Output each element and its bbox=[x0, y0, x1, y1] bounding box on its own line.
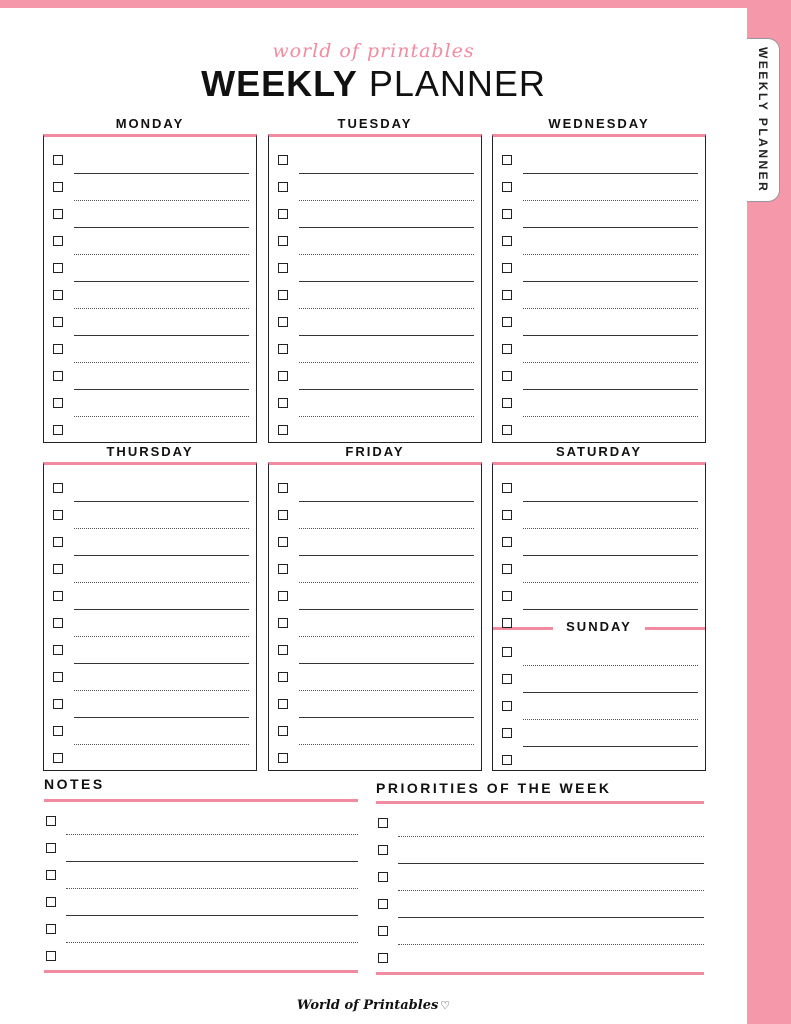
checkbox[interactable] bbox=[46, 870, 56, 880]
page-title-rest: PLANNER bbox=[368, 63, 546, 104]
checkbox[interactable] bbox=[502, 537, 512, 547]
checklist-row bbox=[269, 390, 481, 417]
checklist-row bbox=[44, 147, 256, 174]
checkbox[interactable] bbox=[502, 701, 512, 711]
checkbox[interactable] bbox=[53, 618, 63, 628]
checkbox[interactable] bbox=[278, 537, 288, 547]
checkbox[interactable] bbox=[278, 236, 288, 246]
checkbox[interactable] bbox=[378, 872, 388, 882]
footer-brand-text: World of Printables bbox=[296, 998, 439, 1013]
checklist-row bbox=[269, 201, 481, 228]
notes-list bbox=[44, 802, 358, 972]
checkbox[interactable] bbox=[502, 674, 512, 684]
priorities-heading: PRIORITIES OF THE WEEK bbox=[376, 780, 612, 796]
checklist-row bbox=[44, 943, 358, 970]
checkbox[interactable] bbox=[278, 317, 288, 327]
checklist-row bbox=[44, 309, 256, 336]
checklist-row bbox=[44, 610, 256, 637]
checkbox[interactable] bbox=[378, 845, 388, 855]
side-tab bbox=[747, 38, 780, 202]
checklist-row bbox=[493, 228, 705, 255]
checklist-row bbox=[44, 889, 358, 916]
checkbox[interactable] bbox=[502, 647, 512, 657]
checkbox[interactable] bbox=[53, 672, 63, 682]
brand-script-title: world of printables bbox=[272, 40, 475, 62]
checklist-row bbox=[44, 691, 256, 718]
checkbox[interactable] bbox=[278, 672, 288, 682]
checklist-row bbox=[376, 864, 704, 891]
checkbox[interactable] bbox=[278, 483, 288, 493]
day-label-monday: MONDAY bbox=[115, 116, 185, 131]
checklist-row bbox=[44, 916, 358, 943]
footer-brand bbox=[0, 998, 747, 1013]
checklist-row bbox=[44, 556, 256, 583]
checkbox[interactable] bbox=[46, 951, 56, 961]
checklist-row bbox=[44, 282, 256, 309]
checklist-row bbox=[269, 475, 481, 502]
checklist-row bbox=[493, 666, 705, 693]
checkbox[interactable] bbox=[278, 645, 288, 655]
checkbox[interactable] bbox=[278, 155, 288, 165]
checklist-row bbox=[493, 282, 705, 309]
checkbox[interactable] bbox=[53, 699, 63, 709]
checklist-row bbox=[269, 583, 481, 610]
checklist-row bbox=[44, 583, 256, 610]
checklist-row bbox=[493, 417, 705, 444]
checkbox[interactable] bbox=[53, 537, 63, 547]
checkbox[interactable] bbox=[46, 843, 56, 853]
checklist-row bbox=[269, 745, 481, 772]
checklist-row bbox=[493, 174, 705, 201]
checklist-row bbox=[493, 556, 705, 583]
checklist-row bbox=[269, 556, 481, 583]
checklist-row bbox=[269, 718, 481, 745]
checklist-row bbox=[44, 255, 256, 282]
checkbox[interactable] bbox=[278, 371, 288, 381]
checkbox[interactable] bbox=[502, 290, 512, 300]
checklist-row bbox=[44, 529, 256, 556]
checkbox[interactable] bbox=[53, 263, 63, 273]
checkbox[interactable] bbox=[53, 236, 63, 246]
checkbox[interactable] bbox=[502, 344, 512, 354]
planner-page bbox=[0, 8, 747, 1024]
checklist-row bbox=[493, 255, 705, 282]
checkbox[interactable] bbox=[278, 182, 288, 192]
checkbox[interactable] bbox=[278, 263, 288, 273]
checkbox[interactable] bbox=[53, 209, 63, 219]
day-label-friday: FRIDAY bbox=[345, 444, 405, 459]
checkbox[interactable] bbox=[53, 290, 63, 300]
checklist-row bbox=[44, 417, 256, 444]
day-label-sunday: SUNDAY bbox=[566, 619, 632, 634]
checklist-row bbox=[44, 745, 256, 772]
checklist-row bbox=[493, 720, 705, 747]
checkbox[interactable] bbox=[53, 510, 63, 520]
checklist-row bbox=[493, 693, 705, 720]
checkbox[interactable] bbox=[502, 425, 512, 435]
checkbox[interactable] bbox=[278, 398, 288, 408]
checklist-row bbox=[44, 862, 358, 889]
checkbox[interactable] bbox=[378, 899, 388, 909]
day-label-wednesday: WEDNESDAY bbox=[548, 116, 650, 131]
checkbox[interactable] bbox=[278, 290, 288, 300]
page-title-bold: WEEKLY bbox=[201, 63, 358, 104]
checklist-row bbox=[493, 639, 705, 666]
checklist-row bbox=[269, 174, 481, 201]
checklist-row bbox=[269, 691, 481, 718]
checkbox[interactable] bbox=[278, 425, 288, 435]
write-line bbox=[376, 972, 704, 975]
checkbox[interactable] bbox=[502, 755, 512, 765]
notes-heading: NOTES bbox=[44, 776, 105, 792]
day-box-tuesday bbox=[268, 134, 482, 443]
day-label-tuesday: TUESDAY bbox=[337, 116, 413, 131]
checklist-row bbox=[269, 147, 481, 174]
checklist-row bbox=[44, 201, 256, 228]
day-box-friday bbox=[268, 462, 482, 771]
day-box-thursday bbox=[43, 462, 257, 771]
checklist-row bbox=[493, 583, 705, 610]
checkbox[interactable] bbox=[502, 155, 512, 165]
checklist-row bbox=[269, 363, 481, 390]
checkbox[interactable] bbox=[502, 236, 512, 246]
checkbox[interactable] bbox=[53, 753, 63, 763]
checklist-row bbox=[44, 835, 358, 862]
priorities-list bbox=[376, 804, 704, 974]
checklist-row bbox=[44, 637, 256, 664]
checklist-row bbox=[376, 945, 704, 972]
checkbox[interactable] bbox=[378, 953, 388, 963]
checklist-row bbox=[44, 718, 256, 745]
checkbox[interactable] bbox=[278, 344, 288, 354]
checklist-row bbox=[269, 610, 481, 637]
checklist-row bbox=[493, 475, 705, 502]
checklist-row bbox=[376, 891, 704, 918]
checklist-row bbox=[44, 502, 256, 529]
checkbox[interactable] bbox=[53, 645, 63, 655]
checkbox[interactable] bbox=[53, 398, 63, 408]
checkbox[interactable] bbox=[378, 926, 388, 936]
day-label-saturday: SATURDAY bbox=[555, 444, 643, 459]
write-line bbox=[44, 970, 358, 973]
checklist-row bbox=[44, 363, 256, 390]
checkbox[interactable] bbox=[53, 155, 63, 165]
checklist-row bbox=[44, 808, 358, 835]
checkbox[interactable] bbox=[278, 618, 288, 628]
checklist-row bbox=[44, 475, 256, 502]
checkbox[interactable] bbox=[502, 263, 512, 273]
checkbox[interactable] bbox=[278, 510, 288, 520]
checklist-row bbox=[269, 336, 481, 363]
checklist-row bbox=[269, 309, 481, 336]
checklist-row bbox=[493, 309, 705, 336]
checkbox[interactable] bbox=[46, 816, 56, 826]
checklist-row bbox=[493, 336, 705, 363]
checklist-row bbox=[493, 610, 705, 637]
checklist-row bbox=[44, 228, 256, 255]
checklist-row bbox=[493, 390, 705, 417]
checkbox[interactable] bbox=[53, 317, 63, 327]
checkbox[interactable] bbox=[278, 564, 288, 574]
checkbox[interactable] bbox=[502, 398, 512, 408]
checkbox[interactable] bbox=[46, 924, 56, 934]
checklist-row bbox=[269, 282, 481, 309]
checkbox[interactable] bbox=[53, 591, 63, 601]
day-box-monday bbox=[43, 134, 257, 443]
checklist-row bbox=[376, 837, 704, 864]
checkbox[interactable] bbox=[502, 371, 512, 381]
checklist-row bbox=[44, 390, 256, 417]
day-label-thursday: THURSDAY bbox=[106, 444, 194, 459]
checkbox[interactable] bbox=[53, 344, 63, 354]
checkbox[interactable] bbox=[502, 510, 512, 520]
checklist-row bbox=[376, 918, 704, 945]
checklist-row bbox=[493, 201, 705, 228]
checklist-row bbox=[269, 502, 481, 529]
side-tab-label: WEEKLY PLANNER bbox=[756, 46, 770, 194]
checkbox[interactable] bbox=[53, 564, 63, 574]
checkbox[interactable] bbox=[53, 726, 63, 736]
checkbox[interactable] bbox=[378, 818, 388, 828]
checklist-row bbox=[493, 747, 705, 774]
checklist-row bbox=[493, 147, 705, 174]
checkbox[interactable] bbox=[502, 182, 512, 192]
page-title bbox=[0, 64, 747, 104]
checkbox[interactable] bbox=[278, 753, 288, 763]
checkbox[interactable] bbox=[278, 726, 288, 736]
checklist-row bbox=[269, 228, 481, 255]
checklist-row bbox=[269, 529, 481, 556]
checkbox[interactable] bbox=[278, 209, 288, 219]
day-box-wednesday bbox=[492, 134, 706, 443]
checkbox[interactable] bbox=[46, 897, 56, 907]
checkbox[interactable] bbox=[502, 591, 512, 601]
day-box-saturday-sunday bbox=[492, 462, 706, 771]
checklist-row bbox=[493, 502, 705, 529]
checkbox[interactable] bbox=[502, 317, 512, 327]
checkbox[interactable] bbox=[278, 699, 288, 709]
checklist-row bbox=[44, 336, 256, 363]
checklist-row bbox=[269, 255, 481, 282]
checklist-row bbox=[44, 174, 256, 201]
checklist-row bbox=[376, 810, 704, 837]
checklist-row bbox=[269, 637, 481, 664]
checkbox[interactable] bbox=[502, 483, 512, 493]
checkbox[interactable] bbox=[53, 371, 63, 381]
checklist-row bbox=[493, 363, 705, 390]
checklist-row bbox=[493, 529, 705, 556]
checkbox[interactable] bbox=[53, 425, 63, 435]
checklist-row bbox=[269, 417, 481, 444]
checkbox[interactable] bbox=[502, 728, 512, 738]
checklist-row bbox=[269, 664, 481, 691]
checkbox[interactable] bbox=[53, 182, 63, 192]
heart-icon: ♡ bbox=[440, 999, 451, 1012]
checklist-row bbox=[44, 664, 256, 691]
checkbox[interactable] bbox=[502, 564, 512, 574]
checkbox[interactable] bbox=[53, 483, 63, 493]
checkbox[interactable] bbox=[502, 618, 512, 628]
checkbox[interactable] bbox=[278, 591, 288, 601]
checkbox[interactable] bbox=[502, 209, 512, 219]
